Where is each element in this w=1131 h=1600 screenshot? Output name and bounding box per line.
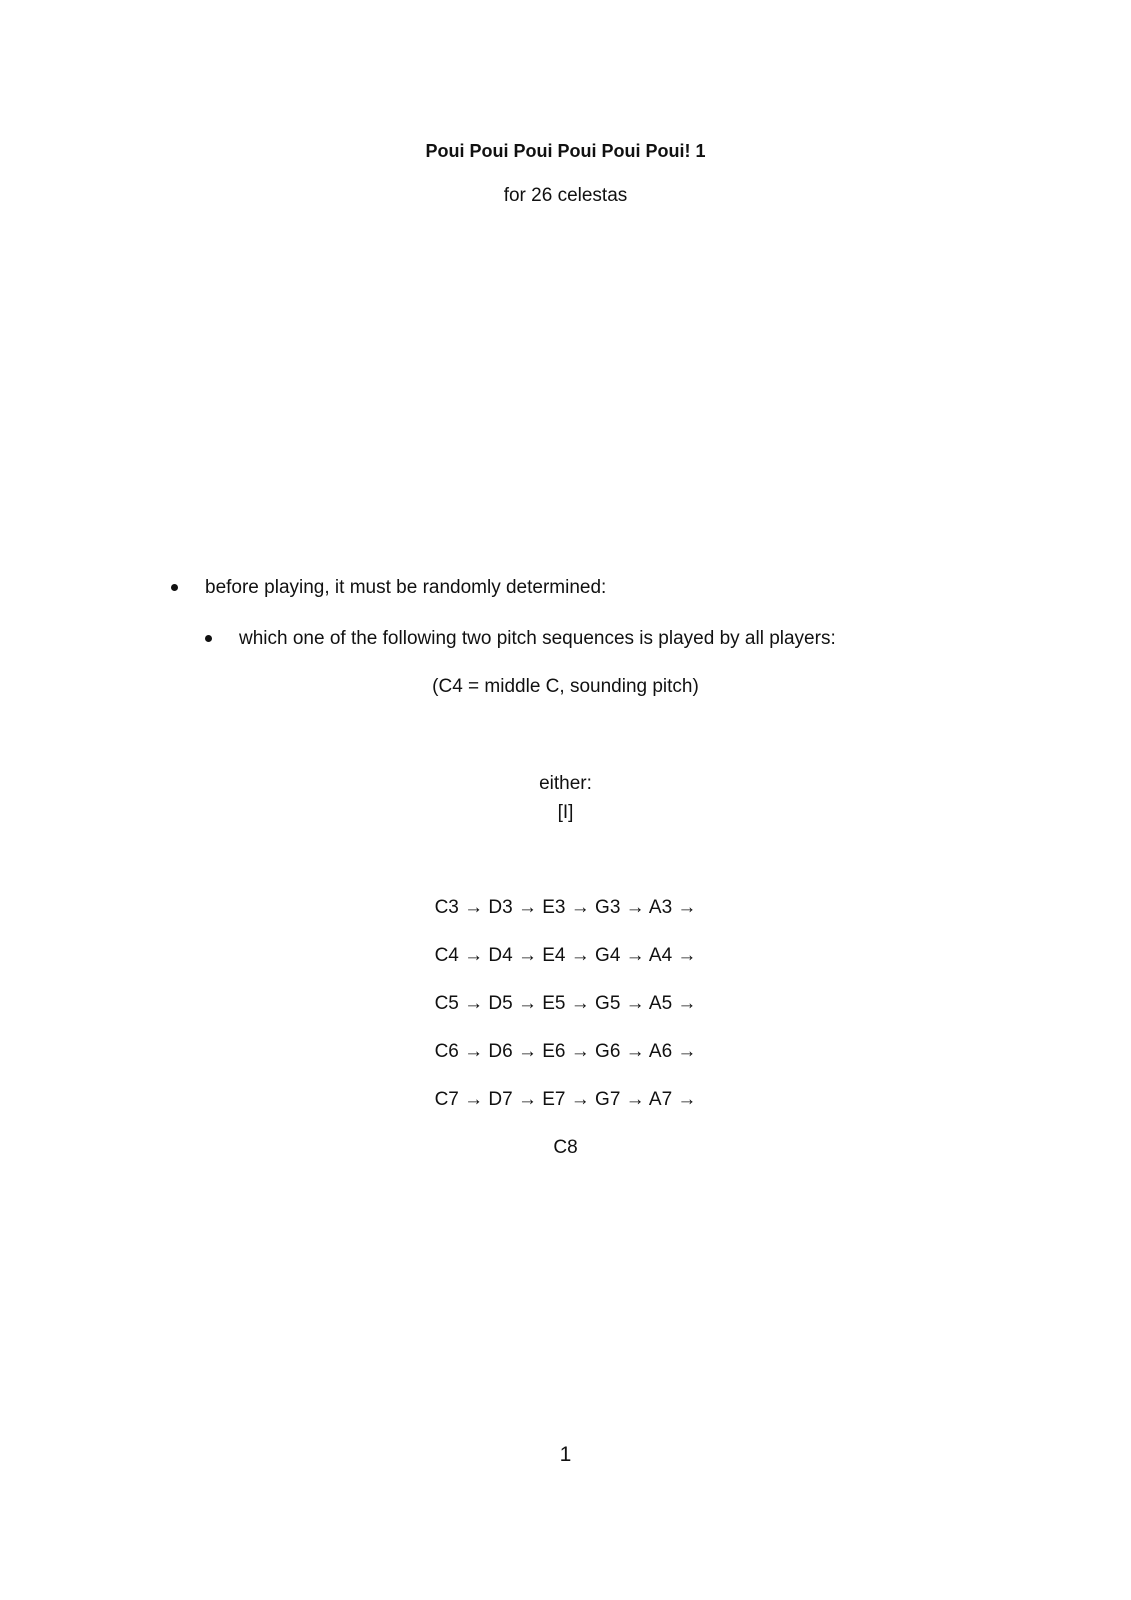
- document-subtitle: for 26 celestas: [503, 185, 628, 206]
- bullet-item-2: which one of the following two pitch sequences is played by all players:: [239, 628, 836, 649]
- sequence-line: C5 → D5 → E5 → G5 → A5 →: [434, 993, 697, 1014]
- document-title: Poui Poui Poui Poui Poui Poui! 1: [425, 141, 706, 161]
- bullet-icon: [171, 584, 178, 591]
- sequence-line-final: C8: [553, 1137, 578, 1158]
- bullet-item-1: before playing, it must be randomly determined:: [205, 577, 607, 598]
- page-number: 1: [559, 1443, 572, 1466]
- sequence-line: C6 → D6 → E6 → G6 → A6 →: [434, 1041, 697, 1062]
- option-marker: [I]: [557, 802, 574, 823]
- sequence-line: C3 → D3 → E3 → G3 → A3 →: [434, 897, 697, 918]
- option-label: either:: [539, 773, 592, 794]
- bullet-icon: [205, 635, 212, 642]
- sequence-line: C7 → D7 → E7 → G7 → A7 →: [434, 1089, 697, 1110]
- sequence-line: C4 → D4 → E4 → G4 → A4 →: [434, 945, 697, 966]
- pitch-note: (C4 = middle C, sounding pitch): [432, 676, 699, 697]
